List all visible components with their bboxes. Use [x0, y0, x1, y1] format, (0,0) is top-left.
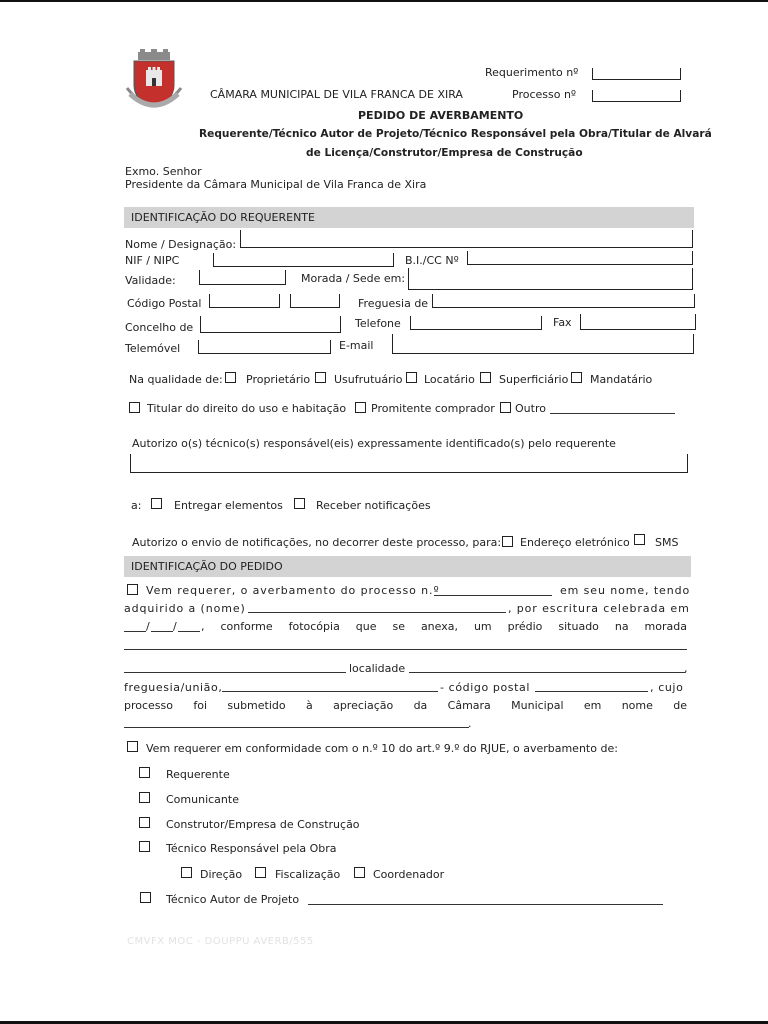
- section-requerente-title: IDENTIFICAÇÃO DO REQUERENTE: [131, 211, 315, 224]
- opt-construtor-label: Construtor/Empresa de Construção: [166, 818, 360, 831]
- usufrutuario-label: Usufrutuário: [334, 373, 403, 386]
- morada-predio-input[interactable]: [124, 649, 687, 650]
- entregar-checkbox[interactable]: [151, 498, 162, 509]
- p1-localidade: localidade: [349, 662, 406, 675]
- receber-checkbox[interactable]: [294, 498, 305, 509]
- p2-text: Vem requerer em conformidade com o n.º 10 do art.º 9.º do RJUE, o averbamento de:: [146, 742, 618, 755]
- freguesia-input[interactable]: [432, 294, 695, 308]
- usufrutuario-checkbox[interactable]: [315, 372, 326, 383]
- p1-vem: Vem requerer, o averbamento do processo n.º: [146, 584, 440, 597]
- nif-label: NIF / NIPC: [125, 254, 180, 267]
- fiscalizacao-checkbox[interactable]: [255, 867, 266, 878]
- locatario-label: Locatário: [424, 373, 475, 386]
- data-dia-input[interactable]: [124, 631, 146, 632]
- data-mes-input[interactable]: [151, 631, 173, 632]
- telemovel-input[interactable]: [198, 340, 331, 354]
- fax-label: Fax: [553, 316, 572, 329]
- p1-adquirido: adquirido a (nome): [124, 602, 246, 615]
- requerimento-label: Requerimento nº: [485, 66, 579, 79]
- p1-seu-nome: em seu nome, tendo: [560, 584, 691, 597]
- processo-input[interactable]: [592, 90, 681, 102]
- addressee-line2: Presidente da Câmara Municipal de Vila Franca de Xira: [125, 178, 427, 191]
- p1-codigo: - código postal: [440, 681, 531, 694]
- section-pedido-title: IDENTIFICAÇÃO DO PEDIDO: [131, 560, 283, 573]
- endereco-checkbox[interactable]: [502, 536, 513, 547]
- opt-direcao-label: Direção: [200, 868, 243, 881]
- nif-input[interactable]: [213, 253, 394, 267]
- telefone-input[interactable]: [410, 316, 542, 330]
- data-ano-input[interactable]: [178, 631, 200, 632]
- p1-escritura: , por escritura celebrada em: [508, 602, 690, 615]
- codigo-postal-pedido-input[interactable]: [535, 691, 648, 692]
- comunicante-checkbox[interactable]: [139, 792, 150, 803]
- codigo-postal-label: Código Postal: [127, 297, 202, 310]
- tecnico-responsavel-checkbox[interactable]: [139, 841, 150, 852]
- footer-code: CMVFX MOC - DOUPPU AVERB/555: [127, 936, 314, 947]
- proprietario-label: Proprietário: [246, 373, 311, 386]
- freguesia-uniao-input[interactable]: [222, 691, 438, 692]
- opt-coordenador-label: Coordenador: [373, 868, 445, 881]
- nome-adquirido-input[interactable]: [248, 612, 506, 613]
- titular-label: Titular do direito do uso e habitação: [147, 402, 347, 415]
- morada-input[interactable]: [408, 268, 693, 290]
- opt-comunicante-label: Comunicante: [166, 793, 239, 806]
- superficiario-checkbox[interactable]: [480, 372, 491, 383]
- direcao-checkbox[interactable]: [181, 867, 192, 878]
- concelho-input[interactable]: [200, 316, 341, 333]
- outro-input[interactable]: [550, 413, 675, 414]
- scan-edge-top: [0, 0, 768, 2]
- endereco-label: Endereço eletrónico: [520, 536, 630, 549]
- p1-conforme: , conforme fotocópia que se anexa, um prédio situado na morada: [201, 620, 687, 633]
- requerimento-input[interactable]: [592, 68, 681, 80]
- form-subtitle-line2: de Licença/Construtor/Empresa de Construção: [306, 147, 583, 159]
- processo-label: Processo nº: [512, 88, 577, 101]
- mandatario-label: Mandatário: [590, 373, 653, 386]
- municipal-crest-icon: [124, 48, 184, 116]
- construtor-checkbox[interactable]: [139, 817, 150, 828]
- validade-input[interactable]: [199, 270, 286, 285]
- freguesia-label: Freguesia de: [358, 297, 429, 310]
- tecnico-autor-input[interactable]: [308, 904, 663, 905]
- coordenador-checkbox[interactable]: [354, 867, 365, 878]
- opt-tecnico-resp-label: Técnico Responsável pela Obra: [166, 842, 337, 855]
- fax-input[interactable]: [580, 314, 696, 330]
- opt-tecnico-autor-label: Técnico Autor de Projeto: [166, 893, 300, 906]
- outro-checkbox[interactable]: [500, 402, 511, 413]
- promitente-checkbox[interactable]: [355, 402, 366, 413]
- promitente-label: Promitente comprador: [371, 402, 495, 415]
- form-subtitle-line1: Requerente/Técnico Autor de Projeto/Técnico Responsável pela Obra/Titular de Alvará: [199, 128, 712, 140]
- concelho-label: Concelho de: [125, 321, 194, 334]
- morada-label: Morada / Sede em:: [301, 272, 406, 285]
- morada-predio-input-2[interactable]: [124, 672, 346, 673]
- tecnico-autor-checkbox[interactable]: [140, 892, 151, 903]
- averbamento-rjue-checkbox[interactable]: [127, 741, 138, 752]
- p1-freguesia: freguesia/união,: [124, 681, 223, 694]
- p1-cujo: , cujo: [650, 681, 684, 694]
- opt-fiscalizacao-label: Fiscalização: [275, 868, 341, 881]
- sms-label: SMS: [655, 536, 679, 549]
- mandatario-checkbox[interactable]: [571, 372, 582, 383]
- sms-checkbox[interactable]: [634, 534, 645, 545]
- autorizo-tecnicos-text: Autorizo o(s) técnico(s) responsável(eis) expressamente identificado(s) pelo requerente: [132, 437, 616, 450]
- qualidade-label: Na qualidade de:: [129, 373, 223, 386]
- titular-checkbox[interactable]: [129, 402, 140, 413]
- p1-processo: processo foi submetido à apreciação da Câmara Municipal em nome de: [124, 699, 687, 712]
- section-requerente-header: [124, 207, 694, 228]
- section-pedido-header: [124, 556, 691, 577]
- nome-label: Nome / Designação:: [125, 238, 237, 251]
- requerente-checkbox[interactable]: [139, 767, 150, 778]
- nome-processo-input[interactable]: [124, 727, 469, 728]
- email-label: E-mail: [339, 339, 374, 352]
- telefone-label: Telefone: [355, 317, 401, 330]
- averbamento-processo-checkbox[interactable]: [127, 584, 138, 595]
- opt-requerente-label: Requerente: [166, 768, 230, 781]
- tecnicos-input[interactable]: [130, 454, 688, 473]
- processo-numero-input[interactable]: [434, 595, 552, 596]
- validade-label: Validade:: [125, 274, 176, 287]
- codigo-postal-input-2[interactable]: [290, 294, 340, 308]
- telemovel-label: Telemóvel: [125, 342, 181, 355]
- localidade-input[interactable]: [409, 672, 685, 673]
- proprietario-checkbox[interactable]: [225, 372, 236, 383]
- nome-input[interactable]: [240, 230, 693, 248]
- bi-label: B.I./CC Nº: [405, 254, 459, 267]
- addressee-line1: Exmo. Senhor: [125, 165, 202, 178]
- locatario-checkbox[interactable]: [406, 372, 417, 383]
- a-label: a:: [131, 499, 142, 512]
- form-title: PEDIDO DE AVERBAMENTO: [358, 109, 524, 122]
- autorizo-notif-text: Autorizo o envio de notificações, no decorrer deste processo, para:: [132, 536, 502, 549]
- entregar-label: Entregar elementos: [174, 499, 283, 512]
- codigo-postal-input-1[interactable]: [209, 294, 280, 308]
- email-input[interactable]: [392, 334, 694, 354]
- bi-input[interactable]: [467, 251, 693, 265]
- municipality-name: CÂMARA MUNICIPAL DE VILA FRANCA DE XIRA: [210, 88, 463, 101]
- superficiario-label: Superficiário: [499, 373, 569, 386]
- receber-label: Receber notificações: [316, 499, 431, 512]
- outro-label: Outro: [515, 402, 546, 415]
